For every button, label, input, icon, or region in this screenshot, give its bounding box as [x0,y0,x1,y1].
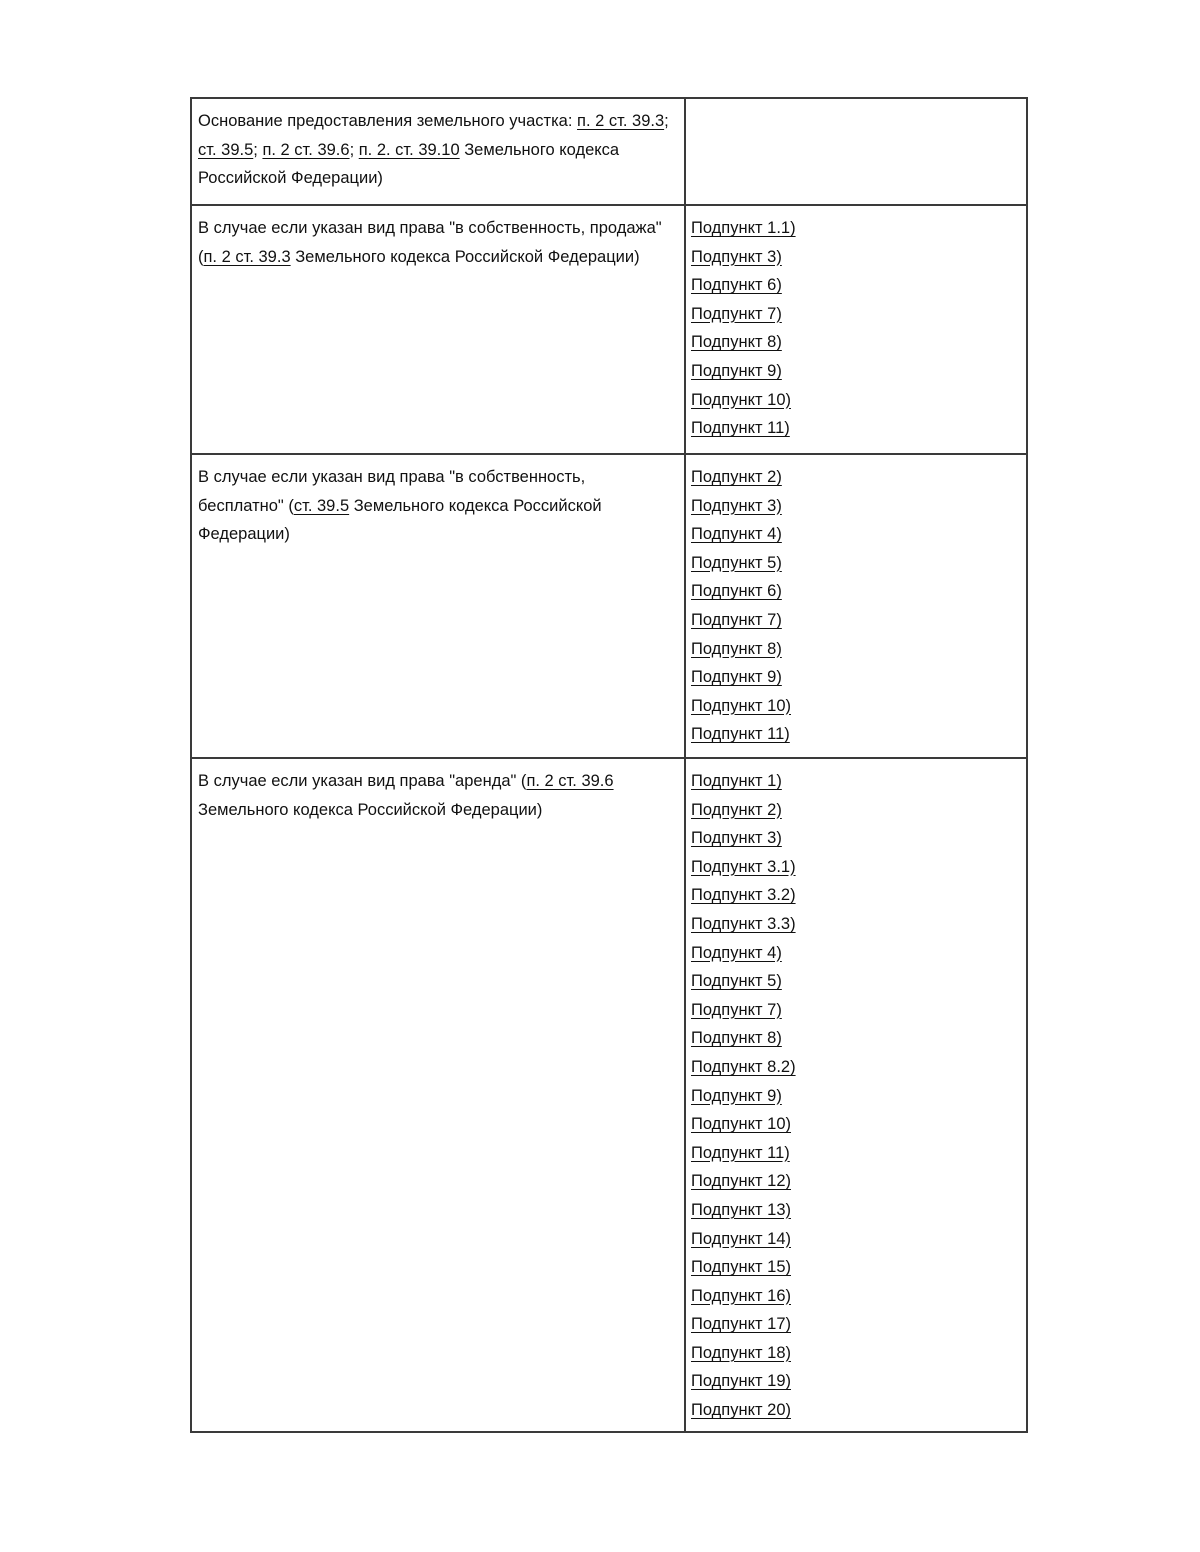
subparagraph-cell [685,454,1027,758]
subparagraph-link[interactable]: Подпункт 10) [691,696,791,715]
subparagraph-link[interactable]: Подпункт 10) [691,1115,791,1134]
subparagraph-cell [685,98,1027,205]
subparagraph-link[interactable]: Подпункт 1.1) [691,219,796,237]
description-cell [191,758,685,1432]
subparagraph-link[interactable]: Подпункт 2) [691,800,782,819]
table-row [191,98,1027,205]
description-segment: Земельного кодекса Российской Федерации) [198,140,620,187]
subparagraph-link[interactable]: Подпункт 7) [691,304,782,323]
law-reference-link[interactable]: п. 2 ст. 39.6 [262,140,350,159]
subparagraph-list [686,759,1026,1431]
subparagraph-link[interactable]: Подпункт 3) [691,496,782,515]
subparagraph-link[interactable]: Подпункт 9) [691,668,782,687]
subparagraph-link[interactable]: Подпункт 13) [691,1200,791,1219]
subparagraph-link[interactable]: Подпункт 10) [691,390,791,409]
subparagraph-link[interactable]: Подпункт 20) [691,1401,791,1420]
description-text [192,455,684,549]
table-row [191,205,1027,454]
subparagraph-link[interactable]: Подпункт 7) [691,610,782,629]
description-segment: ; [664,112,669,130]
subparagraph-link[interactable]: Подпункт 17) [691,1315,791,1334]
subparagraph-list [686,455,1026,755]
subparagraph-link[interactable]: Подпункт 11) [691,725,790,744]
description-text [192,206,684,271]
subparagraph-link[interactable]: Подпункт 6) [691,276,782,295]
subparagraph-link[interactable]: Подпункт 16) [691,1286,791,1305]
subparagraph-link[interactable]: Подпункт 14) [691,1229,791,1248]
subparagraph-link[interactable]: Подпункт 3.3) [691,914,796,933]
law-reference-link[interactable]: ст. 39.5 [293,496,350,515]
subparagraph-link[interactable]: Подпункт 8.2) [691,1057,796,1076]
subparagraph-link[interactable]: Подпункт 3) [691,829,782,848]
law-reference-link[interactable]: п. 2. ст. 39.10 [358,140,460,159]
land-grounds-table [190,97,1028,1433]
subparagraph-link[interactable]: Подпункт 5) [691,553,782,572]
subparagraph-link[interactable]: Подпункт 7) [691,1000,782,1019]
table-row [191,454,1027,758]
subparagraph-link[interactable]: Подпункт 3) [691,247,782,266]
subparagraph-link[interactable]: Подпункт 3.2) [691,886,796,905]
description-segment: В случае если указан вид права "в собственность, продажа" ( [198,219,662,266]
subparagraph-link[interactable]: Подпункт 9) [691,361,782,380]
subparagraph-link[interactable]: Подпункт 8) [691,1029,782,1048]
description-segment: В случае если указан вид права "аренда" ( [198,772,527,790]
subparagraph-link[interactable]: Подпункт 3.1) [691,857,796,876]
description-segment: Земельного кодекса Российской Федерации) [290,247,640,266]
law-reference-link[interactable]: ст. 39.5 [198,140,254,159]
subparagraph-list [686,99,1026,113]
subparagraph-link[interactable]: Подпункт 8) [691,639,782,658]
law-reference-link[interactable]: п. 2 ст. 39.3 [203,247,291,266]
description-segment: Основание предоставления земельного участка: [198,112,578,130]
subparagraph-link[interactable]: Подпункт 5) [691,972,782,991]
description-segment: Земельного кодекса Российской Федерации) [198,496,602,543]
description-cell [191,454,685,758]
subparagraph-list [686,206,1026,449]
subparagraph-link[interactable]: Подпункт 6) [691,582,782,601]
description-segment: ; [253,140,263,159]
subparagraph-link[interactable]: Подпункт 19) [691,1372,791,1391]
subparagraph-cell [685,205,1027,454]
description-segment: Земельного кодекса Российской Федерации) [198,800,543,819]
law-reference-link[interactable]: п. 2 ст. 39.6 [526,772,614,790]
subparagraph-link[interactable]: Подпункт 18) [691,1343,791,1362]
subparagraph-cell [685,758,1027,1432]
subparagraph-link[interactable]: Подпункт 8) [691,333,782,352]
description-segment: ; [349,140,359,159]
description-text [192,759,684,824]
subparagraph-link[interactable]: Подпункт 15) [691,1258,791,1277]
subparagraph-link[interactable]: Подпункт 11) [691,419,790,438]
description-segment: В случае если указан вид права "в собственность, бесплатно" ( [198,468,586,515]
subparagraph-link[interactable]: Подпункт 9) [691,1086,782,1105]
subparagraph-link[interactable]: Подпункт 4) [691,525,782,544]
subparagraph-link[interactable]: Подпункт 11) [691,1143,790,1162]
description-cell [191,205,685,454]
law-reference-link[interactable]: п. 2 ст. 39.3 [577,112,665,130]
subparagraph-link[interactable]: Подпункт 1) [691,772,782,790]
subparagraph-link[interactable]: Подпункт 12) [691,1172,791,1191]
description-text [192,99,684,193]
subparagraph-link[interactable]: Подпункт 4) [691,943,782,962]
description-cell [191,98,685,205]
table-row [191,758,1027,1432]
subparagraph-link[interactable]: Подпункт 2) [691,468,782,486]
